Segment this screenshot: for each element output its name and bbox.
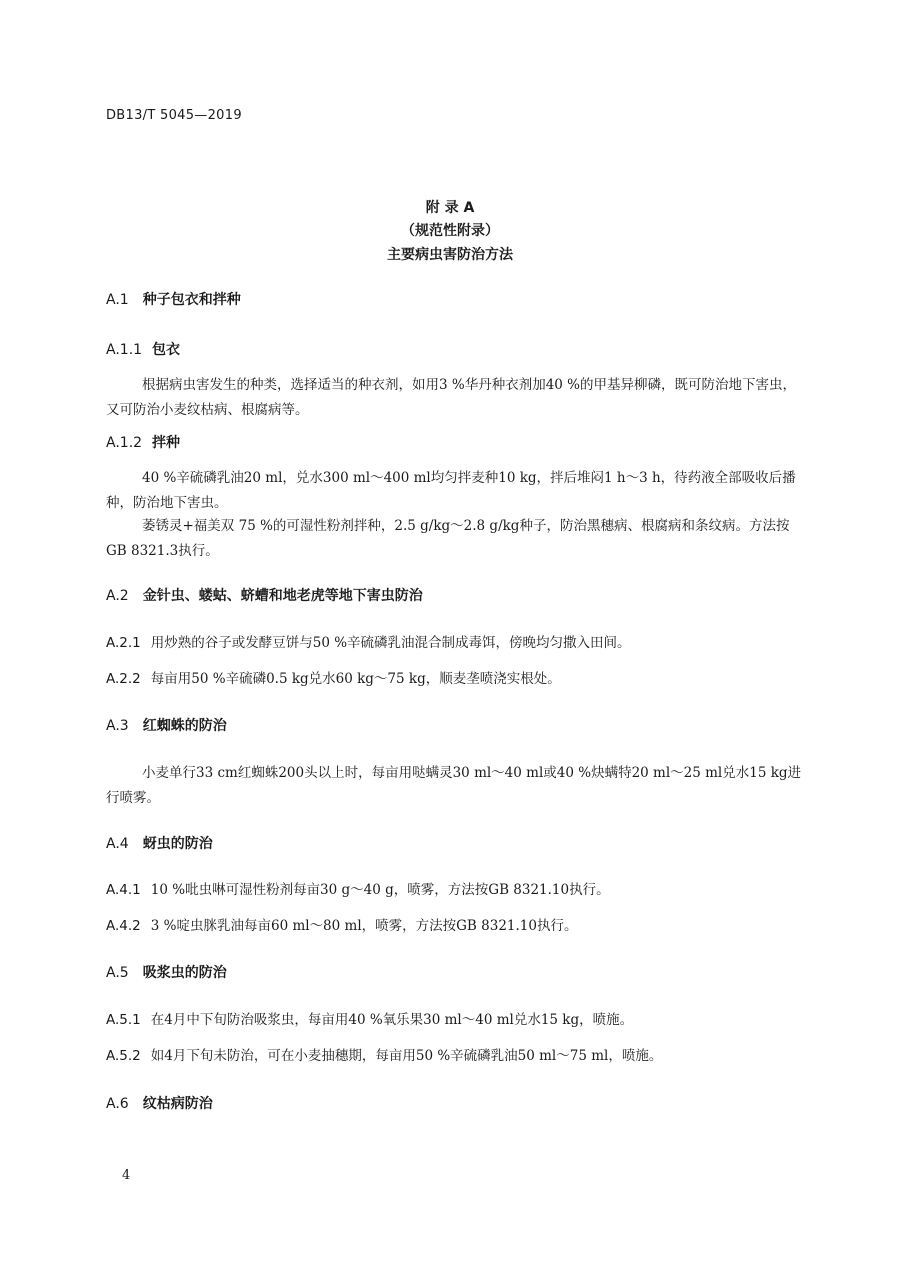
item-text: 3 %啶虫脒乳油每亩60 ml～80 ml，喷雾，方法按GB 8321.10执行。 bbox=[150, 918, 578, 934]
item-a2-1 bbox=[106, 633, 806, 653]
document-code: DB13/T 5045—2019 bbox=[106, 108, 242, 123]
section-title: 纹枯病防治 bbox=[142, 1096, 213, 1112]
section-number: A.4 bbox=[106, 836, 129, 852]
section-number: A.2 bbox=[106, 588, 129, 604]
section-number: A.5 bbox=[106, 965, 129, 981]
subsection-title: 拌种 bbox=[152, 435, 181, 451]
item-number: A.5.1 bbox=[106, 1012, 141, 1028]
item-a2-2 bbox=[106, 669, 806, 689]
item-a5-1 bbox=[106, 1010, 806, 1030]
paragraph-a1-2-2: 萎锈灵+福美双 75 %的可湿性粉剂拌种，2.5 g/kg～2.8 g/kg种子，防治黑穗病、根腐病和条纹病。方法按GB 8321.3执行。 bbox=[106, 518, 790, 559]
paragraph-a1-2-1: 40 %辛硫磷乳油20 ml，兑水300 ml～400 ml均匀拌麦种10 kg，拌后堆闷1 h～3 h，待药液全部吸收后播种，防治地下害虫。 bbox=[106, 470, 796, 511]
paragraph-a3: 小麦单行33 cm红蜘蛛200头以上时，每亩用哒螨灵30 ml～40 ml或40 %炔螨特20 ml～25 ml兑水15 kg进行喷雾。 bbox=[106, 765, 802, 806]
section-a2-heading bbox=[106, 586, 423, 606]
paragraph-a1-1: 根据病虫害发生的种类，选择适当的种衣剂，如用3 %华丹种衣剂加40 %的甲基异柳磷，既可防治地下害虫，又可防治小麦纹枯病、根腐病等。 bbox=[106, 377, 797, 418]
item-text: 如4月下旬未防治，可在小麦抽穗期，每亩用50 %辛硫磷乳油50 ml～75 ml，喷施。 bbox=[150, 1048, 663, 1064]
section-a6-heading bbox=[106, 1094, 213, 1114]
section-number: A.1 bbox=[106, 292, 129, 308]
item-a4-1 bbox=[106, 880, 806, 900]
item-a5-2 bbox=[106, 1046, 806, 1066]
item-text: 在4月中下旬防治吸浆虫，每亩用40 %氧乐果30 ml～40 ml兑水15 kg，喷施。 bbox=[150, 1012, 634, 1028]
item-number: A.2.1 bbox=[106, 635, 141, 651]
section-title: 吸浆虫的防治 bbox=[142, 965, 227, 981]
section-number: A.3 bbox=[106, 718, 129, 734]
section-a5-heading bbox=[106, 963, 227, 983]
section-title: 蚜虫的防治 bbox=[142, 836, 213, 852]
subsection-number: A.1.1 bbox=[106, 342, 143, 358]
item-number: A.2.2 bbox=[106, 671, 141, 687]
section-a1-1-heading bbox=[106, 340, 180, 360]
section-a1-2-heading bbox=[106, 433, 180, 453]
page-number: 4 bbox=[122, 1168, 131, 1183]
item-text: 10 %吡虫啉可湿性粉剂每亩30 g～40 g，喷雾，方法按GB 8321.10执行。 bbox=[150, 882, 610, 898]
appendix-subtitle: （规范性附录） bbox=[401, 223, 499, 239]
appendix-heading: 主要病虫害防治方法 bbox=[387, 247, 513, 263]
item-number: A.4.2 bbox=[106, 918, 141, 934]
section-title: 种子包衣和拌种 bbox=[142, 292, 241, 308]
section-title: 红蜘蛛的防治 bbox=[142, 718, 227, 734]
section-a3-heading bbox=[106, 716, 227, 736]
item-number: A.4.1 bbox=[106, 882, 141, 898]
item-text: 每亩用50 %辛硫磷0.5 kg兑水60 kg～75 kg，顺麦垄喷浇实根处。 bbox=[150, 671, 561, 687]
section-a1-heading bbox=[106, 290, 241, 310]
item-text: 用炒熟的谷子或发酵豆饼与50 %辛硫磷乳油混合制成毒饵，傍晚均匀撒入田间。 bbox=[150, 635, 631, 651]
section-title: 金针虫、蝼蛄、蛴螬和地老虎等地下害虫防治 bbox=[142, 588, 423, 604]
item-number: A.5.2 bbox=[106, 1048, 141, 1064]
subsection-number: A.1.2 bbox=[106, 435, 143, 451]
appendix-title: 附 录 A bbox=[425, 200, 475, 216]
section-a4-heading bbox=[106, 834, 213, 854]
subsection-title: 包衣 bbox=[152, 342, 181, 358]
section-number: A.6 bbox=[106, 1096, 129, 1112]
item-a4-2 bbox=[106, 916, 806, 936]
